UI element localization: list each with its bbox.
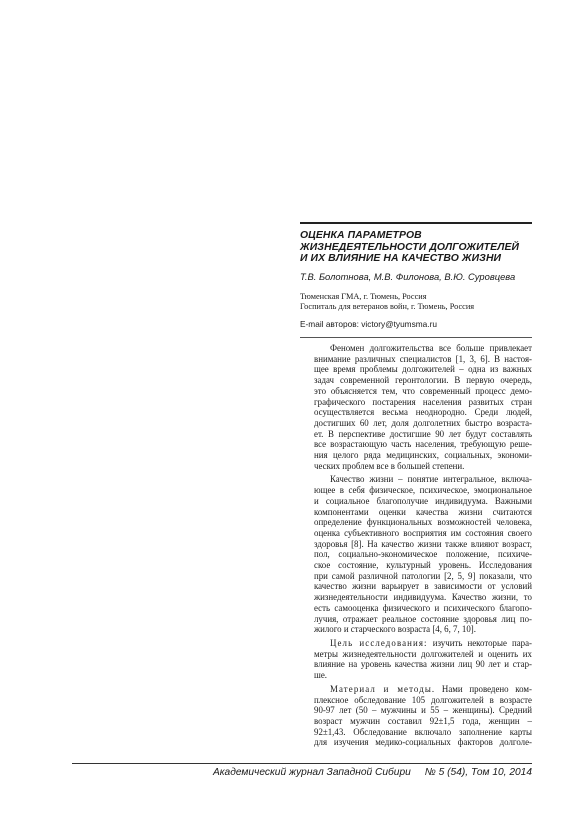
header-bottom-rule xyxy=(300,337,532,338)
text-line: качество жизни варьирует в зависимости от условий xyxy=(314,581,532,592)
text-line: пол, социально-экономическое положение, психиче- xyxy=(314,549,532,560)
text-line: и социальное благополучие индивидуума. Важными xyxy=(314,495,532,506)
text-line: осуществляется весьма неоднородно. Среди людей, xyxy=(314,407,532,418)
title-line: ОЦЕНКА ПАРАМЕТРОВ xyxy=(300,230,422,241)
page-footer xyxy=(150,767,532,778)
text-line: жилого и старческого возраста [4, 6, 7, 10]. xyxy=(314,624,476,635)
text-line: для изучения медико-социальных факторов долголе- xyxy=(314,737,532,748)
text-line: компонентами оценки качества жизни считаются xyxy=(314,506,532,517)
text-line: 90-97 лет (50 – мужчины и 55 – женщины). Средний xyxy=(314,705,532,716)
title-line: ЖИЗНЕДЕЯТЕЛЬНОСТИ ДОЛГОЖИТЕЛЕЙ xyxy=(300,241,520,253)
author-email: E-mail авторов: victory@tyumsma.ru xyxy=(300,319,437,329)
paragraph-quality-of-life xyxy=(300,474,532,635)
article-authors: Т.В. Болотнова, М.В. Филонова, В.Ю. Суровцева xyxy=(300,271,516,282)
text-fragment: Нами проведено ком- xyxy=(435,683,532,694)
text-line: влияние на уровень качества жизни лиц 90 лет и стар- xyxy=(314,659,532,670)
text-line: задач современной геронтологии. В первую очередь, xyxy=(314,375,532,386)
text-line: ния целого ряда медицинских, социальных, экономи- xyxy=(314,450,532,461)
text-line: при самой различной патологии [2, 5, 9] показали, что xyxy=(314,570,532,581)
text-line: здоровья [8]. На качество жизни также влияют возраст, xyxy=(314,538,532,549)
text-line xyxy=(300,684,532,695)
article-title xyxy=(300,230,540,265)
affiliation: Тюменская ГМА, г. Тюмень, Россия xyxy=(300,292,427,301)
text-line: ское состояние, культурный уровень. Исследования xyxy=(314,560,532,571)
volume-number: Том 10, xyxy=(470,767,507,778)
text-line: возраст мужчин составил 92±1,5 года, женщин – xyxy=(314,715,532,726)
publication-year: 2014 xyxy=(509,767,532,778)
text-line: метры жизнедеятельности долгожителей и оценить их xyxy=(314,648,532,659)
text-line: это объясняется тем, что современный процесс демо- xyxy=(314,385,532,396)
paragraph-intro xyxy=(300,343,532,471)
aim-label: Цель исследования: xyxy=(330,637,428,648)
paragraph-methods xyxy=(300,684,532,748)
text-fragment: изучить некоторые пара- xyxy=(427,637,533,648)
article-body xyxy=(300,343,532,748)
text-line: ше. xyxy=(314,670,327,681)
text-line: достигших 60 лет, доля долголетних быстро возраста- xyxy=(314,417,532,428)
text-line: определение функциональных возможностей человека, xyxy=(314,517,532,528)
text-line: графического постарения населения развитых стран xyxy=(314,396,532,407)
title-line: И ИХ ВЛИЯНИЕ НА КАЧЕСТВО ЖИЗНИ xyxy=(300,253,502,264)
text-line: ческих проблем все в большей степени. xyxy=(314,460,465,471)
title-top-rule xyxy=(300,222,532,224)
text-line: лучия, отражает реальное состояние здоровья лиц по- xyxy=(314,613,532,624)
text-line: все возрастающую часть населения, требующую реше- xyxy=(314,439,532,450)
text-line: Качество жизни – понятие интегральное, включа- xyxy=(330,474,532,485)
methods-label: Материал и методы. xyxy=(330,683,436,694)
paragraph-aim xyxy=(300,638,532,681)
text-line: Феномен долгожительства все больше привлекает xyxy=(330,343,532,353)
text-line: есть самооценка физического и психического благопо- xyxy=(314,602,532,613)
text-line: ющее в себя физическое, психическое, эмоциональное xyxy=(314,485,532,496)
journal-name: Академический журнал Западной Сибири xyxy=(212,767,411,778)
text-line: щее время проблемы долгожителей – одна из важных xyxy=(314,364,532,375)
text-line: жизнедеятельности индивидуума. Качество жизни, то xyxy=(314,592,532,603)
text-line: ет. В перспективе достигшие 90 лет будут составлять xyxy=(314,428,532,439)
text-line: 92±1,43. Обследование включало заполнение карты xyxy=(314,726,532,737)
issue-number: № 5 (54), xyxy=(424,767,469,778)
footer-rule xyxy=(72,763,532,764)
text-line xyxy=(300,638,532,649)
text-line: оценка субъективного восприятия им состояния своего xyxy=(314,527,532,538)
article-affiliations xyxy=(300,292,474,312)
text-line: плексное обследование 105 долгожителей в возрасте xyxy=(314,694,532,705)
text-line: внимание различных специалистов [1, 3, 6]. В настоя- xyxy=(314,353,532,364)
affiliation: Госпиталь для ветеранов войн, г. Тюмень, Россия xyxy=(300,302,475,311)
